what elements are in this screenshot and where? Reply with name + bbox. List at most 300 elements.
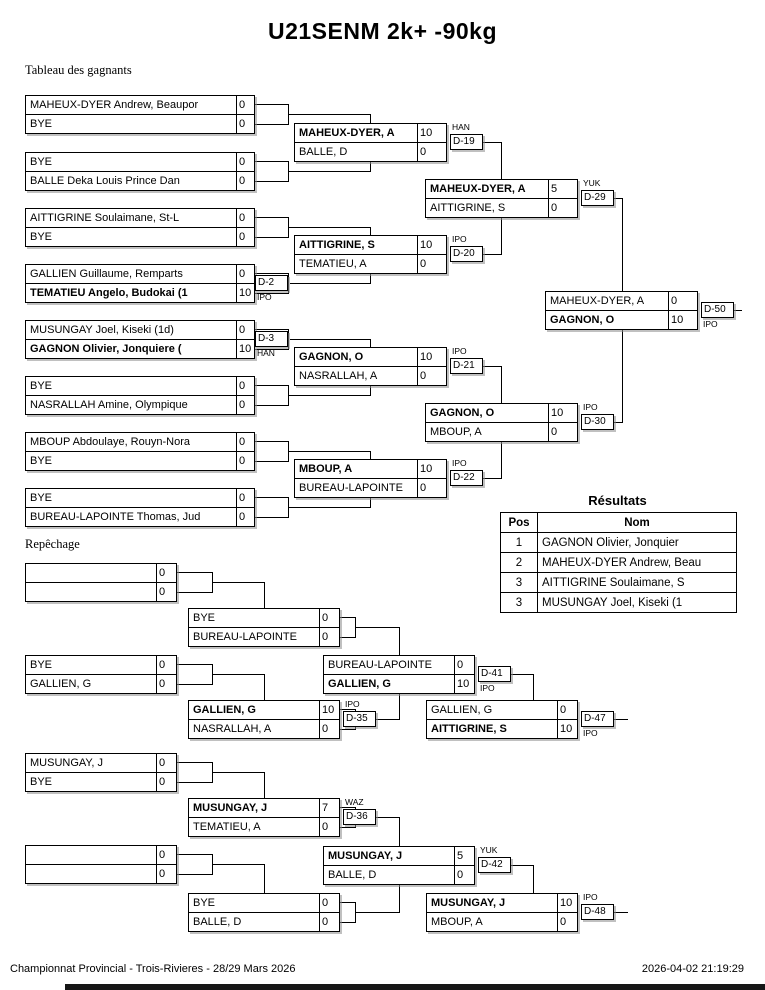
player-row <box>427 701 577 720</box>
player-name: BYE <box>30 118 53 130</box>
connector-line <box>264 864 265 894</box>
connector-line <box>255 385 288 386</box>
player-name: NASRALLAH Amine, Olympique <box>30 399 188 411</box>
player-score: 0 <box>156 583 176 601</box>
player-row-winner <box>427 894 577 913</box>
player-score: 0 <box>236 433 254 451</box>
player-score: 0 <box>668 292 697 310</box>
player-row <box>546 292 697 311</box>
match-number-tag: D-50 <box>701 302 734 318</box>
connector-line <box>376 817 399 818</box>
match-r8 <box>188 798 340 837</box>
player-row <box>426 423 577 441</box>
connector-line <box>290 283 370 284</box>
connector-line <box>501 142 502 180</box>
connector-line <box>340 807 355 808</box>
player-score: 10 <box>236 340 254 358</box>
player-row-winner <box>26 340 254 358</box>
player-row <box>324 656 474 675</box>
footer-event-info: Championnat Provincial - Trois-Rivieres - 28/29 Mars 2026 <box>10 963 296 975</box>
match-number-tag: D-20 <box>450 246 483 262</box>
player-name: NASRALLAH, A <box>299 370 378 382</box>
win-type-label: IPO <box>703 319 718 329</box>
results-table <box>500 512 737 613</box>
player-score: 0 <box>156 773 176 791</box>
player-row <box>26 452 254 470</box>
player-score: 0 <box>548 423 577 441</box>
player-score: 10 <box>417 460 446 478</box>
connector-line <box>614 422 622 423</box>
win-type-label: IPO <box>257 292 272 302</box>
player-score: 0 <box>319 913 339 931</box>
player-row <box>189 818 339 836</box>
player-name: BYE <box>30 231 53 243</box>
player-name: NASRALLAH, A <box>193 723 272 735</box>
connector-line <box>264 772 265 799</box>
connector-line <box>614 198 622 199</box>
match-r3 <box>25 655 177 694</box>
connector-line <box>177 762 212 763</box>
player-score: 0 <box>236 228 254 246</box>
win-type-label: IPO <box>583 402 598 412</box>
connector-line <box>177 664 212 665</box>
player-name: MUSUNGAY Joel, Kiseki (1d) <box>30 324 174 336</box>
match-w7 <box>25 432 255 471</box>
player-score: 0 <box>236 508 254 526</box>
result-pos: 3 <box>501 593 538 613</box>
player-name: GAGNON, O <box>550 314 615 326</box>
player-row <box>295 255 446 273</box>
player-score: 5 <box>454 847 474 865</box>
match-d21 <box>294 347 447 386</box>
connector-line <box>340 902 355 903</box>
player-row <box>26 396 254 414</box>
connector-line <box>511 865 533 866</box>
match-number-tag: D-22 <box>450 470 483 486</box>
player-name: BYE <box>30 776 53 788</box>
player-name: MBOUP, A <box>299 463 353 475</box>
connector-line <box>255 517 288 518</box>
match-r7 <box>25 753 177 792</box>
player-row-winner <box>295 124 446 143</box>
player-score: 0 <box>557 913 577 931</box>
connector-line <box>255 181 288 182</box>
player-score: 0 <box>236 452 254 470</box>
player-score: 10 <box>548 404 577 422</box>
player-name: BYE <box>193 897 216 909</box>
connector-line <box>483 366 501 367</box>
connector-line <box>340 729 355 730</box>
connector-line <box>622 329 623 423</box>
player-name: BYE <box>30 380 53 392</box>
connector-line <box>288 273 289 294</box>
player-name <box>26 865 156 883</box>
player-row <box>426 199 577 217</box>
connector-line <box>399 817 400 847</box>
player-row <box>26 583 176 601</box>
connector-line <box>255 161 288 162</box>
player-score: 0 <box>236 396 254 414</box>
player-name: MUSUNGAY, J <box>30 757 103 769</box>
player-row-winner <box>426 404 577 423</box>
player-row <box>26 754 176 773</box>
connector-line <box>288 395 370 396</box>
player-row <box>295 479 446 497</box>
match-number-tag: D-41 <box>478 666 511 682</box>
player-row-winner <box>295 348 446 367</box>
player-row <box>189 913 339 931</box>
player-score: 0 <box>236 321 254 339</box>
player-name: MBOUP, A <box>430 426 482 438</box>
player-score: 0 <box>156 865 176 883</box>
player-name: MUSUNGAY, J <box>193 802 268 814</box>
connector-line <box>399 884 400 913</box>
results-col-nom: Nom <box>538 513 737 533</box>
player-row <box>26 508 254 526</box>
player-score: 0 <box>236 265 254 283</box>
player-name: MAHEUX-DYER Andrew, Beaupor <box>30 99 199 111</box>
player-score: 10 <box>417 124 446 142</box>
win-type-label: IPO <box>480 683 495 693</box>
connector-line <box>288 227 370 228</box>
player-row <box>26 96 254 115</box>
match-r5 <box>323 655 475 694</box>
connector-line <box>340 827 355 828</box>
win-type-label: YUK <box>583 178 601 188</box>
results-row <box>501 533 737 553</box>
player-name: MBOUP Abdoulaye, Rouyn-Nora <box>30 436 190 448</box>
player-score: 0 <box>417 479 446 497</box>
connector-line <box>370 497 371 508</box>
match-number-tag: D-29 <box>581 190 614 206</box>
player-row-winner <box>189 701 339 720</box>
player-row-winner <box>295 460 446 479</box>
connector-line <box>340 709 355 710</box>
match-r9 <box>25 845 177 884</box>
connector-line <box>177 592 212 593</box>
connector-line <box>212 864 264 865</box>
player-name: BALLE, D <box>299 146 348 158</box>
connector-line <box>212 674 264 675</box>
player-score: 0 <box>156 656 176 674</box>
match-r12 <box>426 893 578 932</box>
player-score: 0 <box>236 209 254 227</box>
player-name: BYE <box>30 156 53 168</box>
player-name: GALLIEN, G <box>328 678 391 690</box>
connector-line <box>501 217 502 255</box>
player-row <box>295 143 446 161</box>
connector-line <box>255 217 288 218</box>
player-row-winner <box>26 284 254 302</box>
player-score: 0 <box>319 894 339 912</box>
player-row <box>26 228 254 246</box>
win-type-label: HAN <box>257 348 275 358</box>
connector-line <box>483 478 501 479</box>
player-row <box>324 866 474 884</box>
player-name: GALLIEN, G <box>193 704 256 716</box>
player-row <box>189 609 339 628</box>
player-name: AITTIGRINE, S <box>431 723 507 735</box>
player-row <box>189 720 339 738</box>
connector-line <box>614 719 628 720</box>
connector-line <box>501 441 502 479</box>
match-number-tag: D-48 <box>581 904 614 920</box>
connector-line <box>177 684 212 685</box>
player-row <box>26 265 254 284</box>
results-row <box>501 553 737 573</box>
match-number-tag: D-36 <box>343 809 376 825</box>
player-name: MAHEUX-DYER, A <box>550 295 645 307</box>
connector-line <box>734 310 742 311</box>
player-name: BALLE Deka Louis Prince Dan <box>30 175 180 187</box>
player-name: BUREAU-LAPOINTE <box>193 631 297 643</box>
player-score: 0 <box>319 720 339 738</box>
player-row-winner <box>324 847 474 866</box>
match-w8 <box>25 488 255 527</box>
player-score: 0 <box>417 367 446 385</box>
player-name: AITTIGRINE, S <box>299 239 375 251</box>
win-type-label: HAN <box>452 122 470 132</box>
player-name: MAHEUX-DYER, A <box>430 183 526 195</box>
player-score: 10 <box>417 236 446 254</box>
match-number-tag: D-3 <box>255 331 288 347</box>
player-score: 10 <box>417 348 446 366</box>
player-score: 0 <box>236 96 254 114</box>
player-name: TEMATIEU, A <box>193 821 261 833</box>
player-name: MBOUP, A <box>431 916 483 928</box>
match-number-tag: D-30 <box>581 414 614 430</box>
player-score: 10 <box>557 894 577 912</box>
connector-line <box>355 912 399 913</box>
match-w4 <box>25 264 255 303</box>
results-header-row <box>501 513 737 533</box>
connector-line <box>355 627 399 628</box>
connector-line <box>255 441 288 442</box>
results-row <box>501 593 737 613</box>
player-row <box>26 489 254 508</box>
player-score: 10 <box>319 701 339 719</box>
player-row <box>26 656 176 675</box>
connector-line <box>255 497 288 498</box>
player-name: GAGNON, O <box>299 351 364 363</box>
player-name: MUSUNGAY, J <box>431 897 506 909</box>
results-col-pos: Pos <box>501 513 538 533</box>
player-row <box>26 564 176 583</box>
results-row <box>501 573 737 593</box>
connector-line <box>255 405 288 406</box>
player-name: BYE <box>30 492 53 504</box>
match-d20 <box>294 235 447 274</box>
player-name: BUREAU-LAPOINTE Thomas, Jud <box>30 511 201 523</box>
player-row <box>26 377 254 396</box>
connector-line <box>177 572 212 573</box>
match-d30 <box>425 403 578 442</box>
connector-line <box>376 719 399 720</box>
player-name: BYE <box>30 455 53 467</box>
player-row-winner <box>324 675 474 693</box>
player-row-winner <box>295 236 446 255</box>
connector-line <box>177 854 212 855</box>
player-row <box>189 894 339 913</box>
player-score: 0 <box>548 199 577 217</box>
result-pos: 3 <box>501 573 538 593</box>
player-name: GAGNON, O <box>430 407 495 419</box>
connector-line <box>399 693 400 720</box>
connector-line <box>483 142 501 143</box>
connector-line <box>511 674 533 675</box>
player-name <box>26 846 156 864</box>
player-row-winner <box>426 180 577 199</box>
match-number-tag: D-35 <box>343 711 376 727</box>
results-title: Résultats <box>588 493 647 508</box>
player-score: 0 <box>156 675 176 693</box>
player-name: BYE <box>193 612 216 624</box>
player-row <box>26 115 254 133</box>
connector-line <box>533 674 534 701</box>
player-score: 0 <box>417 143 446 161</box>
connector-line <box>212 582 264 583</box>
player-name <box>26 564 156 582</box>
player-name: BYE <box>30 659 53 671</box>
connector-line <box>399 627 400 656</box>
player-name: MUSUNGAY, J <box>328 850 403 862</box>
match-r2 <box>188 608 340 647</box>
player-score: 10 <box>236 284 254 302</box>
player-score: 0 <box>236 153 254 171</box>
match-d29 <box>425 179 578 218</box>
player-name: MAHEUX-DYER, A <box>299 127 395 139</box>
player-score: 0 <box>156 846 176 864</box>
player-name: BALLE, D <box>328 869 377 881</box>
player-name: AITTIGRINE Soulaimane, St-L <box>30 212 180 224</box>
player-name: GALLIEN, G <box>30 678 92 690</box>
match-number-tag: D-19 <box>450 134 483 150</box>
match-w6 <box>25 376 255 415</box>
bottom-bar <box>65 984 765 990</box>
player-score: 5 <box>548 180 577 198</box>
win-type-label: IPO <box>583 892 598 902</box>
connector-line <box>370 273 371 284</box>
player-row <box>26 675 176 693</box>
player-row <box>189 628 339 646</box>
player-row-winner <box>427 720 577 738</box>
footer-timestamp: 2026-04-02 21:19:29 <box>641 963 744 975</box>
connector-line <box>533 865 534 894</box>
connector-line <box>340 617 355 618</box>
player-row <box>26 209 254 228</box>
match-w5 <box>25 320 255 359</box>
player-name: TEMATIEU, A <box>299 258 367 270</box>
match-r10 <box>188 893 340 932</box>
match-number-tag: D-42 <box>478 857 511 873</box>
player-score: 10 <box>668 311 697 329</box>
player-name: BUREAU-LAPOINTE <box>299 482 403 494</box>
player-score: 0 <box>557 701 577 719</box>
player-row-winner <box>189 799 339 818</box>
connector-line <box>255 104 288 105</box>
connector-line <box>340 637 355 638</box>
player-name <box>26 583 156 601</box>
player-score: 0 <box>319 609 339 627</box>
connector-line <box>288 451 370 452</box>
player-score: 0 <box>417 255 446 273</box>
result-name: MAHEUX-DYER Andrew, Beau <box>538 553 737 573</box>
connector-line <box>483 254 501 255</box>
winners-section-label: Tableau des gagnants <box>25 63 132 77</box>
connector-line <box>255 273 288 274</box>
win-type-label: IPO <box>345 699 360 709</box>
match-d22 <box>294 459 447 498</box>
player-score: 0 <box>236 489 254 507</box>
connector-line <box>288 507 370 508</box>
match-d19 <box>294 123 447 162</box>
player-score: 0 <box>156 754 176 772</box>
player-score: 0 <box>236 115 254 133</box>
result-pos: 2 <box>501 553 538 573</box>
result-pos: 1 <box>501 533 538 553</box>
repechage-section-label: Repêchage <box>25 537 80 551</box>
connector-line <box>177 782 212 783</box>
player-row <box>295 367 446 385</box>
match-number-tag: D-47 <box>581 711 614 727</box>
player-row <box>26 773 176 791</box>
win-type-label: IPO <box>452 346 467 356</box>
result-name: MUSUNGAY Joel, Kiseki (1 <box>538 593 737 613</box>
player-score: 0 <box>236 377 254 395</box>
player-name: TEMATIEU Angelo, Budokai (1 <box>30 287 188 299</box>
player-row-winner <box>546 311 697 329</box>
player-score: 10 <box>557 720 577 738</box>
win-type-label: IPO <box>452 234 467 244</box>
connector-line <box>290 339 370 340</box>
player-name: BALLE, D <box>193 916 242 928</box>
player-row <box>26 321 254 340</box>
player-name: GALLIEN Guillaume, Remparts <box>30 268 183 280</box>
player-score: 0 <box>319 628 339 646</box>
connector-line <box>370 385 371 396</box>
player-row <box>26 433 254 452</box>
match-w2 <box>25 152 255 191</box>
connector-line <box>255 237 288 238</box>
player-score: 0 <box>319 818 339 836</box>
player-name: GALLIEN, G <box>431 704 493 716</box>
result-name: AITTIGRINE Soulaimane, S <box>538 573 737 593</box>
connector-line <box>288 329 289 350</box>
connector-line <box>370 161 371 172</box>
match-r11 <box>323 846 475 885</box>
connector-line <box>264 674 265 701</box>
win-type-label: IPO <box>452 458 467 468</box>
connector-line <box>255 461 288 462</box>
connector-line <box>255 124 288 125</box>
match-w3 <box>25 208 255 247</box>
connector-line <box>255 329 288 330</box>
connector-line <box>177 874 212 875</box>
player-row <box>26 172 254 190</box>
page-title: U21SENM 2k+ -90kg <box>267 18 498 44</box>
player-score: 0 <box>454 866 474 884</box>
connector-line <box>212 772 264 773</box>
connector-line <box>614 912 628 913</box>
player-row <box>26 865 176 883</box>
connector-line <box>501 366 502 404</box>
win-type-label: IPO <box>583 728 598 738</box>
player-score: 10 <box>454 675 474 693</box>
match-r6 <box>426 700 578 739</box>
player-row <box>26 846 176 865</box>
player-name: GAGNON Olivier, Jonquiere ( <box>30 343 182 355</box>
match-number-tag: D-21 <box>450 358 483 374</box>
